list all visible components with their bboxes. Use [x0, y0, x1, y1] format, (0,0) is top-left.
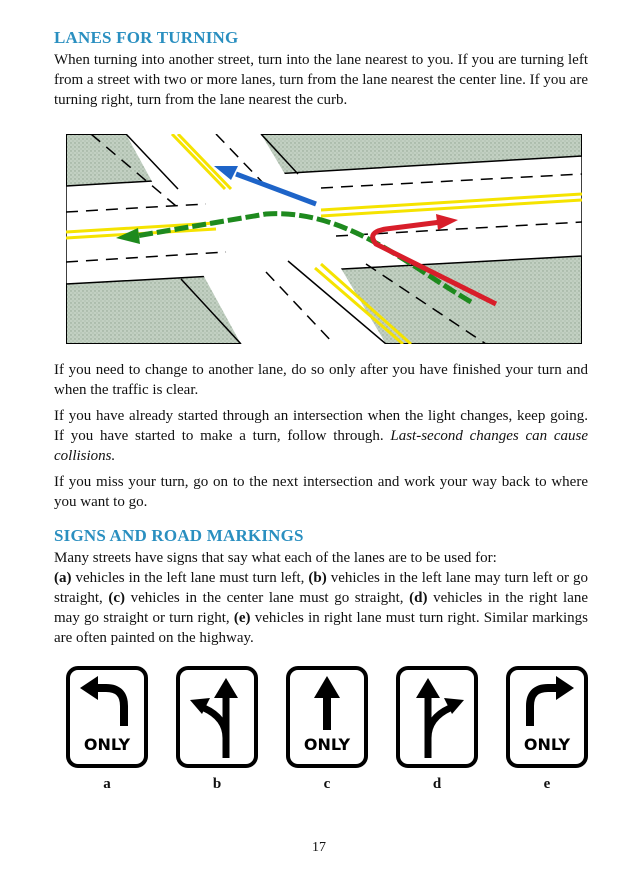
section-heading-lanes-for-turning: LANES FOR TURNING [54, 28, 239, 47]
sign-c [286, 666, 368, 768]
svg-text:ONLY: ONLY [83, 735, 131, 754]
sign-a [66, 666, 148, 768]
paragraph-signs-intro: Many streets have signs that say what each of the lanes are to be used for: (a) vehicles in the left lane must turn left, (b) vehicles in the left lane may turn left or go straight, (c) vehicles in the center lane must go straight, (d) vehicles in the right lane may go straight or turn right, (e) vehicles in right lane must turn right. Similar markings are often painted on the highway. [54, 550, 589, 646]
sign-label-b: b [212, 776, 222, 792]
paragraph-miss-turn: If you miss your turn, go on to the next intersection and work your way back to where you want to go. [54, 474, 588, 510]
section-heading-signs-and-road-markings: SIGNS AND ROAD MARKINGS [54, 526, 304, 545]
emphasis-collisions: Last-second changes can cause collisions. [54, 428, 588, 464]
right-turn-only-icon [506, 666, 588, 768]
left-turn-only-icon [66, 666, 148, 768]
sign-d [396, 666, 478, 768]
svg-text:ONLY: ONLY [303, 735, 351, 754]
sign-label-a: a [103, 776, 111, 792]
left-or-straight-icon [176, 666, 258, 768]
intersection-diagram [66, 134, 582, 344]
paragraph-change-lane: If you need to change to another lane, do so only after you have finished your turn and when the traffic is clear. [54, 362, 588, 398]
sign-label-e: e [543, 776, 551, 792]
paragraph-intro: When turning into another street, turn into the lane nearest to you. If you are turning left from a street with two or more lanes, turn from the lane nearest the center line. If you are turning right, turn from the lane nearest the curb. [54, 52, 588, 108]
straight-only-icon [286, 666, 368, 768]
sign-label-c: c [323, 776, 331, 792]
intersection-illustration [66, 134, 582, 344]
page-number: 17 [312, 840, 326, 855]
page-content [54, 28, 588, 796]
sign-e [506, 666, 588, 768]
paragraph-light-changes: If you have already started through an intersection when the light changes, keep going. If you have started to make a turn, follow through. Last-second changes can cause collisions. [54, 408, 588, 464]
sign-b [176, 666, 258, 768]
straight-or-right-icon [396, 666, 478, 768]
svg-text:ONLY: ONLY [523, 735, 571, 754]
lane-sign-row [54, 666, 588, 796]
sign-label-d: d [432, 776, 442, 792]
